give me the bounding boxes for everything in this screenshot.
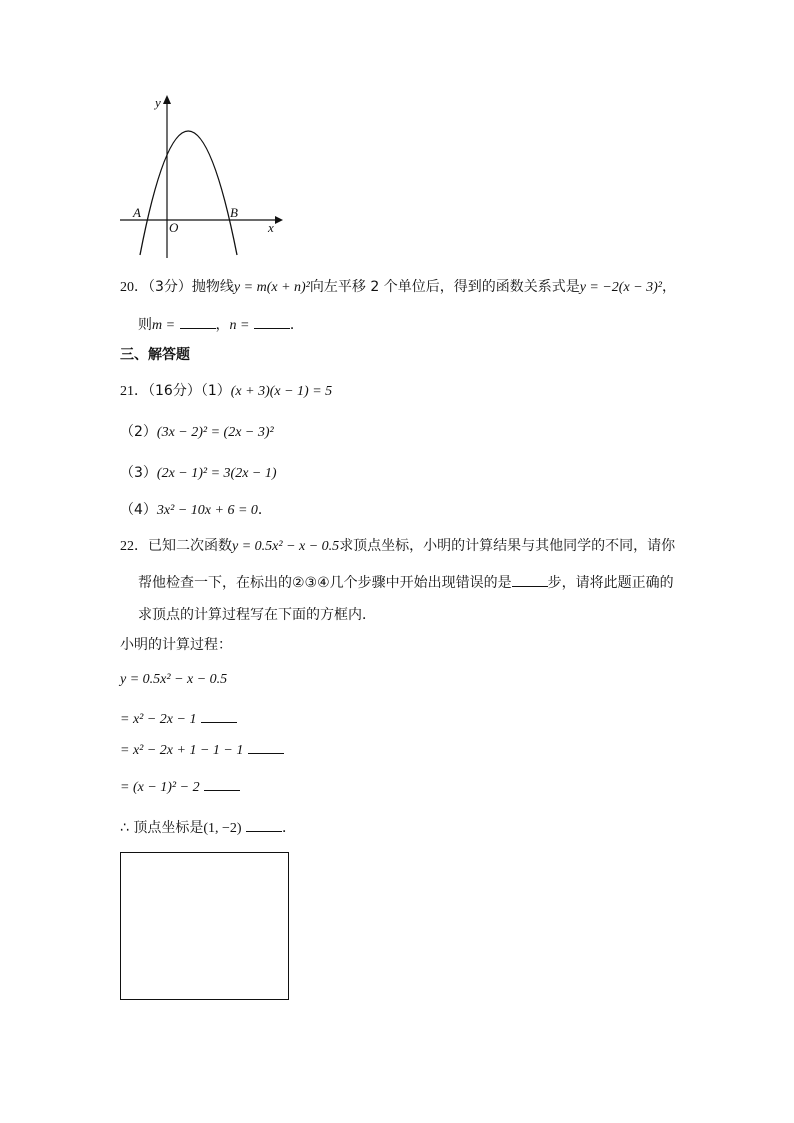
question-21-part2 [120,421,274,441]
question-text: 抛物线 [191,279,234,295]
m-label: m = [152,318,176,333]
answer-box[interactable] [120,852,289,1000]
question-text: 则 [138,317,152,333]
question-22-line3: 求顶点的计算过程写在下面的方框内． [138,607,376,623]
m-answer-blank[interactable] [180,314,216,329]
punctuation: ． [257,502,272,518]
question-number: 21． [120,384,148,399]
wrong-step-blank[interactable] [512,572,548,587]
x-axis-arrow [275,216,283,224]
formula: y = 0.5x² − x − 0.5 [232,539,340,554]
y-axis-arrow [163,95,171,104]
question-21-part1 [120,380,332,400]
equation: = x² − 2x + 1 − 1 − 1 [120,743,244,758]
question-score: （16分） [148,383,201,399]
part-label: （2） [120,424,157,440]
work-step-0 [120,671,227,688]
equation: (x + 3)(x − 1) = 5 [230,384,333,399]
question-text: 求顶点坐标，小明的计算结果与其他同学的不同，请你 [339,538,676,554]
step-marker-blank[interactable] [204,776,240,791]
part-label: （1） [200,383,231,399]
step-marker-blank[interactable] [201,708,237,723]
n-label: n = [229,318,250,333]
part-label: （3） [120,465,157,481]
section-title: 三、解答题 [120,347,190,363]
equation: = x² − 2x − 1 [120,712,197,727]
step-marker-blank[interactable] [246,817,282,832]
work-step-1 [120,708,237,728]
equation: 3x² − 10x + 6 = 0 [156,503,258,518]
question-text: 向左平移 2 个单位后，得到的函数关系式是 [309,279,580,295]
equation: (3x − 2)² = (2x − 3)² [156,425,274,440]
work-step-3 [120,776,240,796]
part-label: （4） [120,502,157,518]
question-20-line2 [138,314,304,334]
punctuation: ， [215,317,230,333]
work-step-4 [120,817,296,837]
question-score: （3分） [148,279,192,295]
parabola-graph [110,90,290,265]
point-a-label: A [133,205,141,220]
formula: y = −2(x − 3)² [579,280,662,295]
question-text: 步，请将此题正确的 [547,575,674,591]
equation: (2x − 1)² = 3(2x − 1) [156,466,277,481]
question-21-part3 [120,462,277,482]
question-22-line1 [120,535,675,555]
punctuation: ， [662,279,676,295]
question-number: 22． [120,539,148,554]
question-20-line1 [120,276,676,296]
question-number: 20． [120,280,148,295]
question-21-part4 [120,499,272,519]
formula: y = m(x + n)² [233,280,310,295]
origin-label: O [169,220,179,235]
step-marker-blank[interactable] [248,739,284,754]
punctuation: ． [289,317,304,333]
question-text: 帮他检查一下，在标出的②③④几个步骤中开始出现错误的是 [138,575,512,591]
work-title: 小明的计算过程： [120,637,232,653]
question-text: 已知二次函数 [148,538,232,554]
equation: = (x − 1)² − 2 [120,780,200,795]
work-step-2 [120,739,284,759]
y-axis-label: y [155,95,161,110]
coordinate: (1, −2) [203,821,242,836]
equation: y = 0.5x² − x − 0.5 [120,672,228,687]
point-b-label: B [230,205,238,220]
x-axis-label: x [268,220,274,235]
punctuation: ． [282,820,297,836]
question-text: ∴ 顶点坐标是 [120,820,204,836]
question-22-line2 [138,572,674,592]
parabola-curve [140,131,237,255]
n-answer-blank[interactable] [254,314,290,329]
